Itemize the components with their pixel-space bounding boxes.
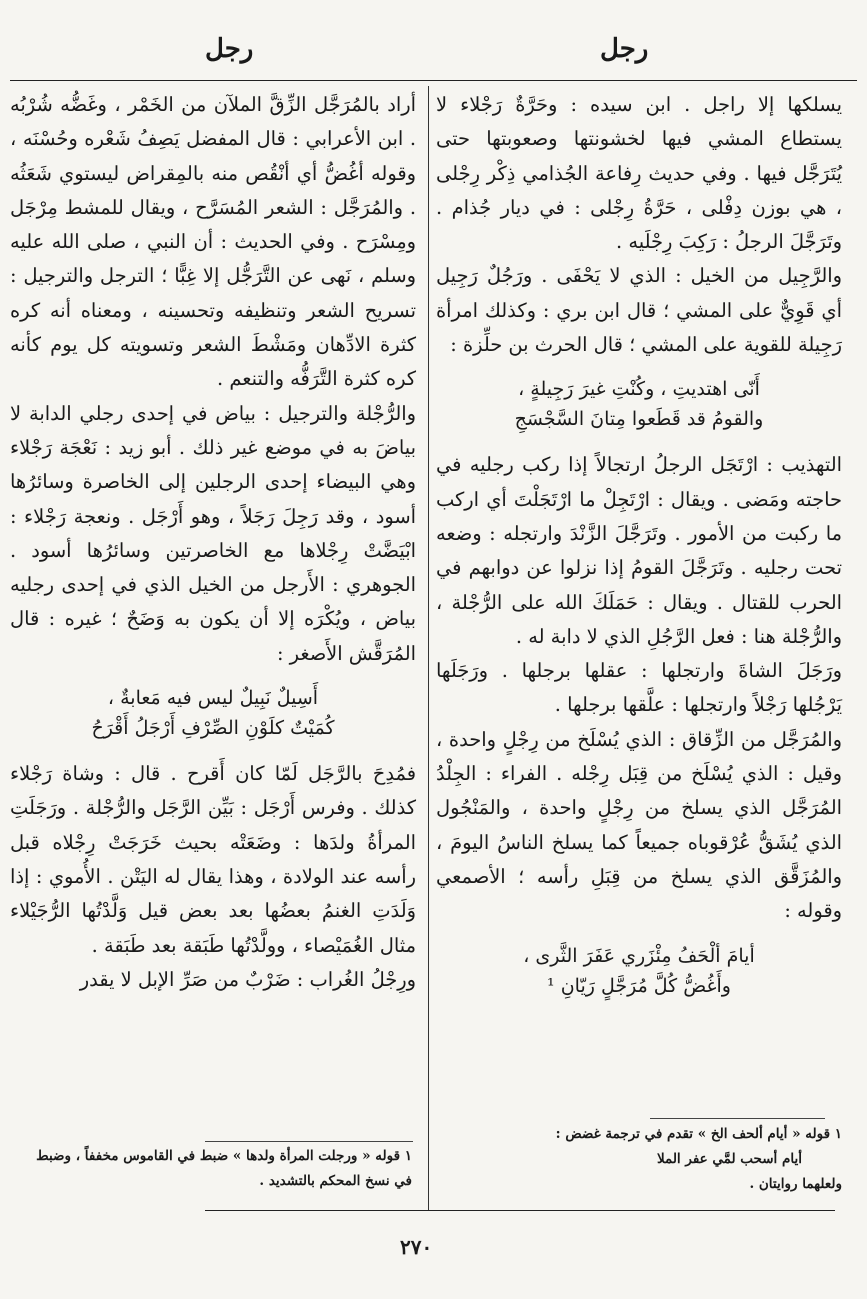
- paragraph: ورِجْلُ الغُراب : ضَرْبٌ من صَرِّ الإبل لا يقدر: [79, 967, 416, 991]
- footnote-line: أيام أسحب لمَّي عفر الملا: [656, 1151, 802, 1167]
- verse-line: أيامَ ألْحَفُ مِئْزَري عَفَرَ الثَّرى ،: [523, 944, 755, 967]
- footnote-line: ولعلهما روايتان .: [749, 1176, 842, 1192]
- paragraph: التهذيب : ارْتَجَل الرجلُ ارتجالاً إذا ركب رجليه في حاجته ومَضى . ويقال : ارْتَجِلْ ما ارْتَجَلْتَ أي اركب ما ركبت من الأمور . وتَرَجَّلَ الزَّنْدَ وارتجله : وضعه تحت رجليه . وتَرَجَّلَ القومُ إذا نزلوا عن دوابهم في الحرب للقتال . ويقال : حَمَلَكَ الله على الرُّجْلة ، والرُّجْلة هنا : فعل الرَّجُلِ الذي لا دابة له .: [436, 453, 842, 648]
- footnote-left: [14, 1144, 412, 1194]
- footnote-line: ١ قوله « ورجلت المرأة ولدها » ضبط في القاموس مخففاً ، وضبط: [36, 1148, 412, 1164]
- verse-line: والقومُ قد قَطَعوا مِتانَ السَّجْسَجِ: [514, 408, 764, 431]
- verse-line: وأَغُضُّ كُلَّ مُرَجَّلٍ رَيّانِ ¹: [547, 974, 731, 997]
- paragraph: والرَّجِيل من الخيل : الذي لا يَحْفَى . ورَجُلٌ رَجِيل أي قَوِيٌّ على المشي ؛ قال ابن بري : وكذلك امرأة رَجِيلة للقوية على المشي ؛ قال الحرث بن حلِّزة :: [436, 264, 842, 357]
- page-number: ٢٧٠: [400, 1235, 433, 1259]
- footnote-rule-left: [205, 1141, 413, 1142]
- footnote-line: ١ قوله « أيام ألحف الخ » تقدم في ترجمة غضض :: [555, 1126, 842, 1142]
- verse-line: أَنّى اهتديتِ ، وكُنْتِ غيرَ رَجِيلةٍ ،: [518, 378, 760, 401]
- paragraph: والرُّجْلة والترجيل : بياض في إحدى رجلي الدابة لا بياضَ به في موضع غير ذلك . أبو زيد : نَعْجَة رَجْلاء وهي البيضاء إحدى الرجلين إلى الخاصرة وسائرُها أسود ، وقد رَجِلَ رَجَلاً ، وهو أَرْجَل . ونعجة رَجْلاء : ابْيَضَّتْ رِجْلاها مع الخاصرتين وسائرُها أسود . الجوهري : الأَرجل من الخيل الذي في إحدى رجليه بياض ، ويُكْرَه إلا أن يكون به وَضَحٌ ؛ غيره : قال المُرَقَّش الأَصغر :: [10, 401, 416, 665]
- right-column: [436, 88, 842, 1015]
- footer-rule: [205, 1210, 835, 1211]
- verse-block: [436, 941, 842, 1001]
- header-rule: [10, 80, 857, 81]
- column-divider: [428, 86, 429, 1210]
- verse-line: أَسِيلٌ نَبِيلٌ ليس فيه مَعابةٌ ،: [107, 687, 319, 710]
- left-column: [10, 88, 416, 997]
- footnote-right: [512, 1122, 842, 1197]
- verse-block: [436, 374, 842, 434]
- running-header-right: رجل: [600, 34, 649, 64]
- footnote-line: في نسخ المحكم بالتشديد .: [259, 1173, 412, 1189]
- paragraph: ورَجَلَ الشاةَ وارتجلها : عقلها برجلها . ورَجَلَها يَرْجُلها رَجْلاً وارتجلها : علَّقها برجلها .: [436, 659, 842, 717]
- footnote-rule-right: [650, 1118, 825, 1119]
- running-header-left: رجل: [205, 34, 254, 64]
- verse-block: [10, 683, 416, 743]
- verse-line: كُمَيْتٌ كلَوْنِ الصِّرْفِ أَرْجَلُ أَقْرَحُ: [91, 717, 335, 740]
- paragraph: والمُرَجَّل من الزِّقاق : الذي يُسْلَخ من رِجْلٍ واحدة ، وقيل : الذي يُسْلَخ من قِبَل رِجْله . الفراء : الجِلْدُ المُرَجَّل الذي يسلخ من رِجْلٍ واحدة ، والمَنْجُول الذي يُشَقُّ عُرْقوباه جميعاً كما يسلخ الناسُ اليومَ ، والمُزَقَّق الذي يسلخ من قِبَلِ رأسه ؛ الأصمعي وقوله :: [436, 727, 842, 923]
- paragraph: أراد بالمُرَجَّل الزِّقَّ الملآن من الخَمْر ، وغَضُّه شُرْبُه . ابن الأعرابي : قال المفضل يَصِفُ شَعْره وحُسْنَه ، وقوله أغُضُّ أي أنْقُص منه بالمِقراض ليستوي شَعَثُه . والمُرَجَّل : الشعر المُسَرَّح ، ويقال للمشط مِرْجَل ومِسْرَح . وفي الحديث : أن النبي ، صلى الله عليه وسلم ، نَهى عن التَّرَجُّل إلا غِبًّا ؛ الترجل والترجيل : تسريح الشعر وتنظيفه وتحسينه ، ومعناه أنه كره كثرة الادِّهان ومَشْطَ الشعر وتسويته كل يوم كأنه كره كثرة التَّرَفُّه والتنعم .: [10, 93, 416, 391]
- paragraph: فمُدِحَ بالرَّجَل لَمّا كان أَقرح . قال : وشاة رَجْلاء كذلك . وفرس أَرْجَل : بَيِّن الرَّجَل والرُّجْلة . ورَجَلَتِ المرأةُ ولدَها : وضَعَتْه بحيث خَرَجَتْ رِجْلاه قبل رأسه عند الولادة ، وهذا يقال له اليَتْن . الأُموي : إذا وَلَدَتِ الغنمُ بعضُها بعد بعض قيل وَلَّدْتُها الرُّجَيْلاء مثال الغُمَيْصاء ، وولَّدْتُها طَبَقة بعد طَبَقة .: [10, 762, 416, 957]
- paragraph: يسلكها إلا راجل . ابن سيده : وحَرَّةٌ رَجْلاء لا يستطاع المشي فيها لخشونتها وصعوبتها حتى يُتَرَجَّل فيها . وفي حديث رِفاعة الجُذامي ذِكْر رِجْلى ، هي بوزن دِفْلى ، حَرَّةُ رِجْلى : في ديار جُذام . وتَرَجَّلَ الرجلُ : رَكِبَ رِجْلَيه .: [436, 93, 842, 254]
